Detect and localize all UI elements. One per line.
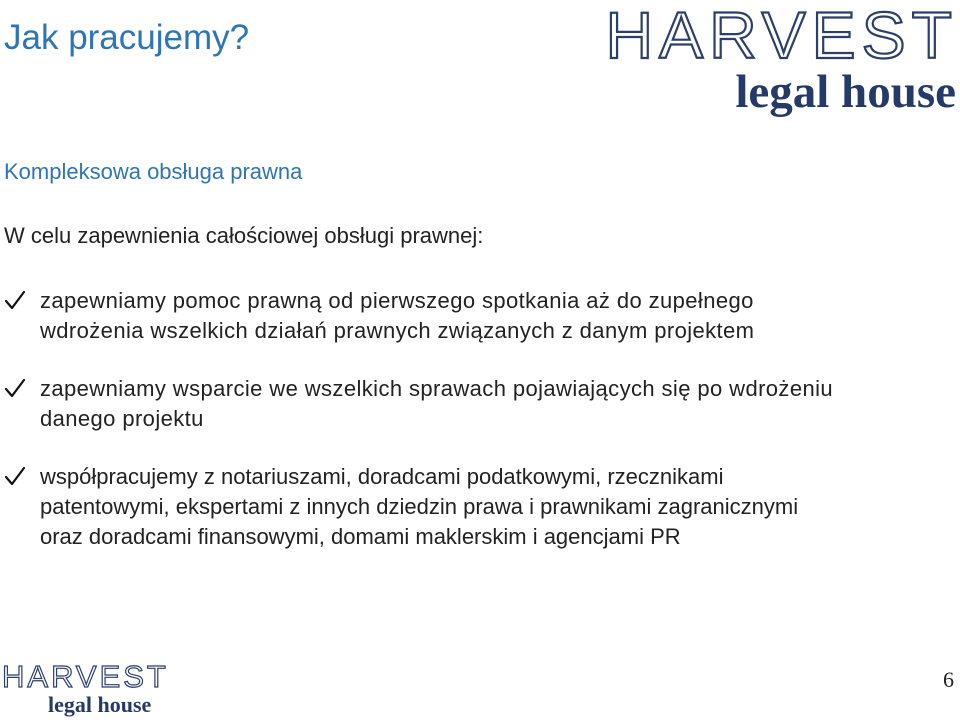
logo-legal-house-word: legal house (48, 692, 152, 717)
logo-harvest-word: HARVEST (605, 0, 958, 72)
logo-legal-house-word: legal house (735, 66, 956, 118)
bullet-item (4, 462, 944, 552)
checkmark-icon (4, 377, 26, 399)
bullet-line: danego projektu (40, 406, 204, 431)
slide-title: Jak pracujemy? (4, 18, 250, 57)
section-heading: Kompleksowa obsługa prawna (4, 159, 303, 184)
bullet-line: zapewniamy pomoc prawną od pierwszego spotkania aż do zupełnego (40, 288, 754, 313)
bullet-line: zapewniamy wsparcie we wszelkich sprawach pojawiających się po wdrożeniu (40, 376, 834, 401)
bullet-item (4, 286, 944, 346)
bullet-list (4, 286, 944, 580)
checkmark-icon (4, 465, 26, 487)
bullet-item (4, 374, 944, 434)
harvest-logo (600, 0, 960, 120)
bullet-line: współpracujemy z notariuszami, doradcami podatkowymi, rzecznikami (40, 464, 724, 489)
intro-text: W celu zapewnienia całościowej obsługi prawnej: (4, 223, 484, 248)
page-number: 6 (943, 667, 954, 692)
bullet-line: wdrożenia wszelkich działań prawnych związanych z danym projektem (40, 318, 755, 343)
bullet-line: oraz doradcami finansowymi, domami maklerskim i agencjami PR (40, 524, 681, 549)
checkmark-icon (4, 289, 26, 311)
harvest-logo-small (2, 660, 172, 720)
bullet-line: patentowymi, ekspertami z innych dziedzin prawa i prawnikami zagranicznymi (40, 494, 799, 519)
logo-harvest-word: HARVEST (2, 659, 169, 694)
